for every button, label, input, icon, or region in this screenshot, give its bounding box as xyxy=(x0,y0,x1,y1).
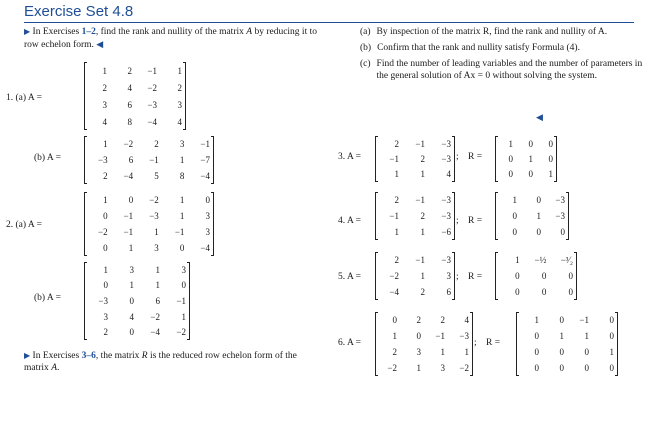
matrix-entry: −3 xyxy=(441,195,451,205)
option-letter: (c) xyxy=(360,59,371,69)
matrix-entry: 1 xyxy=(420,169,425,180)
matrix-entry: 3 xyxy=(416,347,421,357)
matrix-entry: 0 xyxy=(508,153,513,164)
matrix-entry: 0 xyxy=(103,243,108,253)
matrix-entry: 1 xyxy=(102,65,107,76)
triangle-left-icon: ◀ xyxy=(536,112,543,122)
matrix-entry: 3 xyxy=(103,311,108,322)
matrix-entry: −1 xyxy=(147,65,157,76)
matrix-entry: 3 xyxy=(154,243,159,253)
matrix-entry: 3 xyxy=(205,211,210,221)
matrix-entry: −1 xyxy=(149,155,159,165)
matrix-entry: −1 xyxy=(123,211,134,221)
matrix-entry: −3 xyxy=(147,99,157,110)
matrix-entry: −1 xyxy=(123,227,134,237)
matrix-entry: 2 xyxy=(420,153,425,164)
matrix-entry: −4 xyxy=(389,287,399,297)
ex3-r-label: R = xyxy=(468,152,483,162)
matrix-entry: 5 xyxy=(154,171,159,181)
matrix-entry: −4 xyxy=(147,116,157,127)
matrix-entry: 0 xyxy=(559,363,564,373)
matrix-entry: −3 xyxy=(149,211,159,221)
matrix-entry: −½ xyxy=(534,255,547,265)
matrix-entry: 0 xyxy=(129,327,134,338)
matrix-entry: 0 xyxy=(515,287,520,297)
matrix-entry: 1 xyxy=(181,311,186,322)
intro-after2: by reducing it to row echelon form. xyxy=(24,27,317,50)
ex3-r-matrix xyxy=(495,136,557,182)
matrix-entry: 1 xyxy=(128,243,134,253)
matrix-entry: 1 xyxy=(508,138,513,149)
matrix-entry: 0 xyxy=(416,331,421,341)
matrix-entry: −1 xyxy=(415,138,425,149)
matrix-entry: 0 xyxy=(568,271,573,281)
ex1b-matrix xyxy=(84,136,214,184)
matrix-entry: −1 xyxy=(389,211,399,221)
ex2b-label: (b) A = xyxy=(34,293,61,303)
intro2-A: A xyxy=(51,363,57,373)
matrix-entry: 1 xyxy=(548,169,553,180)
option-letter: (b) xyxy=(360,43,372,53)
matrix-entry: −2 xyxy=(123,139,134,149)
matrix-entry: 2 xyxy=(102,82,107,93)
matrix-entry: −4 xyxy=(123,171,134,181)
matrix-entry: 3 xyxy=(440,363,445,373)
intro-before: In Exercises xyxy=(32,27,82,37)
ex3-semicolon: ; xyxy=(456,152,459,162)
matrix-entry: 0 xyxy=(534,331,539,341)
ex6-semicolon: ; xyxy=(474,338,477,348)
matrix-entry: −1 xyxy=(435,331,445,341)
ex4-r-label: R = xyxy=(468,216,483,226)
matrix-entry: 3 xyxy=(181,264,186,275)
matrix-entry: 4 xyxy=(177,116,182,127)
matrix-entry: 4 xyxy=(127,82,132,93)
matrix-entry: 1 xyxy=(179,155,185,165)
matrix-entry: 2 xyxy=(394,195,399,205)
matrix-entry: 0 xyxy=(548,138,553,149)
intro-text xyxy=(24,26,324,51)
page-title: Exercise Set 4.8 xyxy=(24,3,134,20)
ex4-label: 4. A = xyxy=(338,216,362,226)
matrix-entry: 1 xyxy=(177,65,182,76)
ex2a-matrix xyxy=(84,192,214,256)
matrix-entry: 3 xyxy=(446,271,451,281)
matrix-entry: 0 xyxy=(205,195,210,205)
matrix-entry: 1 xyxy=(420,271,425,281)
matrix-entry: 1 xyxy=(155,264,160,275)
matrix-entry: 0 xyxy=(129,295,134,306)
matrix-entry: −1 xyxy=(176,295,186,306)
matrix-entry: 1 xyxy=(515,255,520,265)
matrix-entry: −2 xyxy=(459,363,469,373)
triangle-right-icon: ▶ xyxy=(24,351,31,360)
matrix-entry: 0 xyxy=(584,363,589,373)
ex6-r-label: R = xyxy=(486,338,501,348)
matrix-entry: 1 xyxy=(392,331,397,341)
matrix-entry: 2 xyxy=(394,255,399,265)
matrix-entry: 1 xyxy=(103,195,108,205)
ex6-r-matrix xyxy=(516,312,618,376)
matrix-entry: −3 xyxy=(441,153,451,164)
matrix-entry: −1 xyxy=(415,255,425,265)
matrix-entry: 4 xyxy=(102,116,107,127)
matrix-entry: 0 xyxy=(536,227,541,237)
intro2-R: R xyxy=(141,351,148,361)
ex2a-label: 2. (a) A = xyxy=(6,220,42,230)
matrix-entry: 1 xyxy=(129,280,134,291)
intro-matrix: A xyxy=(246,27,253,37)
ex5-r-label: R = xyxy=(468,272,483,282)
matrix-entry: 1 xyxy=(394,169,399,180)
matrix-entry: −2 xyxy=(389,271,399,281)
matrix-entry: 1 xyxy=(528,153,533,164)
matrix-entry: 1 xyxy=(420,227,425,237)
ex5-label: 5. A = xyxy=(338,272,362,282)
matrix-entry: 0 xyxy=(534,347,539,357)
matrix-entry: 0 xyxy=(584,347,589,357)
matrix-entry: 2 xyxy=(177,82,182,93)
matrix-entry: 1 xyxy=(394,227,399,237)
matrix-entry: 1 xyxy=(416,363,421,373)
matrix-entry: 0 xyxy=(536,195,541,205)
ex5-semicolon: ; xyxy=(456,272,459,282)
matrix-entry: −1 xyxy=(389,153,399,164)
matrix-entry: 1 xyxy=(534,315,539,325)
intro2-after2: is the reduced row echelon form of the matrix xyxy=(24,351,297,373)
matrix-entry: 3 xyxy=(102,99,107,110)
matrix-entry: −2 xyxy=(149,195,159,205)
title-rule xyxy=(24,22,634,23)
matrix-entry: 6 xyxy=(155,295,160,306)
ex2b-matrix xyxy=(84,262,190,340)
matrix-entry: 1 xyxy=(512,195,517,205)
matrix-entry: 0 xyxy=(541,287,547,297)
matrix-entry: 0 xyxy=(541,271,547,281)
matrix-entry: 0 xyxy=(560,227,565,237)
matrix-entry: 6 xyxy=(127,99,132,110)
matrix-entry: 0 xyxy=(181,280,186,291)
intro2-after: , the matrix xyxy=(95,351,142,361)
matrix-entry: 1 xyxy=(154,227,159,237)
matrix-entry: 8 xyxy=(127,116,132,127)
matrix-entry: 0 xyxy=(609,315,614,325)
ex6-label: 6. A = xyxy=(338,338,362,348)
ex6-a-matrix xyxy=(375,312,473,376)
matrix-entry: 0 xyxy=(103,211,108,221)
matrix-entry: 0 xyxy=(103,280,108,291)
matrix-entry: 1 xyxy=(179,211,185,221)
option-a xyxy=(360,26,645,38)
ex3-a-matrix xyxy=(375,136,455,182)
option-letter: (a) xyxy=(360,27,371,37)
matrix-entry: 6 xyxy=(446,287,451,297)
matrix-entry: −6 xyxy=(441,227,451,237)
matrix-entry: 2 xyxy=(127,65,132,76)
matrix-entry: 4 xyxy=(464,315,469,325)
triangle-right-icon: ▶ xyxy=(24,27,31,36)
matrix-entry: 2 xyxy=(420,287,425,297)
intro2-range: 3–6 xyxy=(81,351,96,361)
matrix-entry: 1 xyxy=(103,139,108,149)
matrix-entry: −2 xyxy=(147,82,157,93)
matrix-entry: 1 xyxy=(536,211,541,221)
matrix-entry: 0 xyxy=(568,287,573,297)
ex1a-matrix xyxy=(84,62,186,130)
matrix-entry: −3 xyxy=(555,195,565,205)
matrix-entry: 2 xyxy=(394,138,399,149)
matrix-entry: 0 xyxy=(609,363,614,373)
ex4-semicolon: ; xyxy=(456,216,459,226)
intro2-end: . xyxy=(57,363,60,373)
matrix-entry: 2 xyxy=(440,315,445,325)
matrix-entry: 0 xyxy=(559,347,564,357)
matrix-entry: −2 xyxy=(150,311,160,322)
matrix-entry: 2 xyxy=(154,139,159,149)
matrix-entry: 3 xyxy=(177,99,182,110)
matrix-entry: −4 xyxy=(200,171,210,181)
ex5-r-matrix xyxy=(495,252,577,300)
intro-range: 1–2 xyxy=(81,27,96,37)
intro-after: , find the rank and nullity of the matrix xyxy=(95,27,247,37)
matrix-entry: 0 xyxy=(508,169,513,180)
matrix-entry: −3 xyxy=(98,155,108,165)
matrix-entry: 1 xyxy=(103,264,108,275)
matrix-entry: 3 xyxy=(205,227,210,237)
matrix-entry: −1 xyxy=(200,139,210,149)
matrix-entry: −3 xyxy=(441,255,451,265)
ex4-r-matrix xyxy=(495,192,569,240)
option-text: Find the number of leading variables and the number of parameters in the general solution of Ax = 0 without solving the system. xyxy=(376,59,643,81)
matrix-entry: 2 xyxy=(416,315,421,325)
matrix-entry: 3 xyxy=(179,139,185,149)
matrix-entry: 0 xyxy=(512,211,517,221)
matrix-entry: 0 xyxy=(528,138,533,149)
matrix-entry: −2 xyxy=(387,363,397,373)
matrix-entry: 6 xyxy=(128,155,134,165)
matrix-entry: 1 xyxy=(440,347,445,357)
matrix-entry: 0 xyxy=(512,227,517,237)
ex4-a-matrix xyxy=(375,192,455,240)
matrix-entry: 8 xyxy=(179,171,185,181)
matrix-entry: −4 xyxy=(200,243,210,253)
matrix-entry: −1 xyxy=(579,315,589,325)
matrix-entry: 1 xyxy=(464,347,469,357)
matrix-entry: 1 xyxy=(179,195,185,205)
matrix-entry: −3 xyxy=(459,331,469,341)
matrix-entry: 0 xyxy=(392,315,397,325)
option-text: Confirm that the rank and nullity satisfy Formula (4). xyxy=(377,43,580,53)
matrix-entry: −3 xyxy=(441,211,451,221)
option-c xyxy=(360,58,645,82)
matrix-entry: −4 xyxy=(150,327,160,338)
matrix-entry: 0 xyxy=(528,169,533,180)
matrix-entry: 3 xyxy=(129,264,134,275)
ex1a-label: 1. (a) A = xyxy=(6,93,42,103)
ex5-a-matrix xyxy=(375,252,455,300)
matrix-entry: −3 xyxy=(441,138,451,149)
ex1b-label: (b) A = xyxy=(34,153,61,163)
matrix-entry: 0 xyxy=(179,243,185,253)
matrix-entry: −3 xyxy=(98,295,108,306)
matrix-entry: 1 xyxy=(584,331,589,341)
intro2-text xyxy=(24,350,324,374)
matrix-entry: 0 xyxy=(609,331,614,341)
matrix-entry: −1 xyxy=(174,227,185,237)
matrix-entry: −1 xyxy=(415,195,425,205)
ex3-label: 3. A = xyxy=(338,152,362,162)
matrix-entry: 1 xyxy=(559,331,564,341)
matrix-entry: 0 xyxy=(548,153,553,164)
option-b xyxy=(360,42,645,54)
matrix-entry: 0 xyxy=(559,315,564,325)
matrix-entry: 2 xyxy=(103,171,108,181)
matrix-entry: 1 xyxy=(609,347,614,357)
matrix-entry: 0 xyxy=(515,271,520,281)
option-text: By inspection of the matrix R, find the rank and nullity of A. xyxy=(376,27,608,37)
matrix-entry: 2 xyxy=(103,327,108,338)
matrix-entry: 2 xyxy=(392,347,397,357)
matrix-entry: −7 xyxy=(200,155,210,165)
matrix-entry: 4 xyxy=(446,169,451,180)
matrix-entry: −2 xyxy=(176,327,186,338)
matrix-entry: 4 xyxy=(129,311,134,322)
options-list xyxy=(360,26,645,122)
matrix-entry: 1 xyxy=(155,280,160,291)
matrix-entry: 0 xyxy=(128,195,134,205)
intro2-before: In Exercises xyxy=(32,351,82,361)
matrix-entry: 0 xyxy=(534,363,539,373)
matrix-entry: −3 xyxy=(555,211,565,221)
triangle-left-icon: ◀ xyxy=(96,39,104,49)
matrix-entry: −2 xyxy=(98,227,108,237)
matrix-entry: 2 xyxy=(420,211,425,221)
matrix-entry: −³⁄₂ xyxy=(560,255,573,265)
